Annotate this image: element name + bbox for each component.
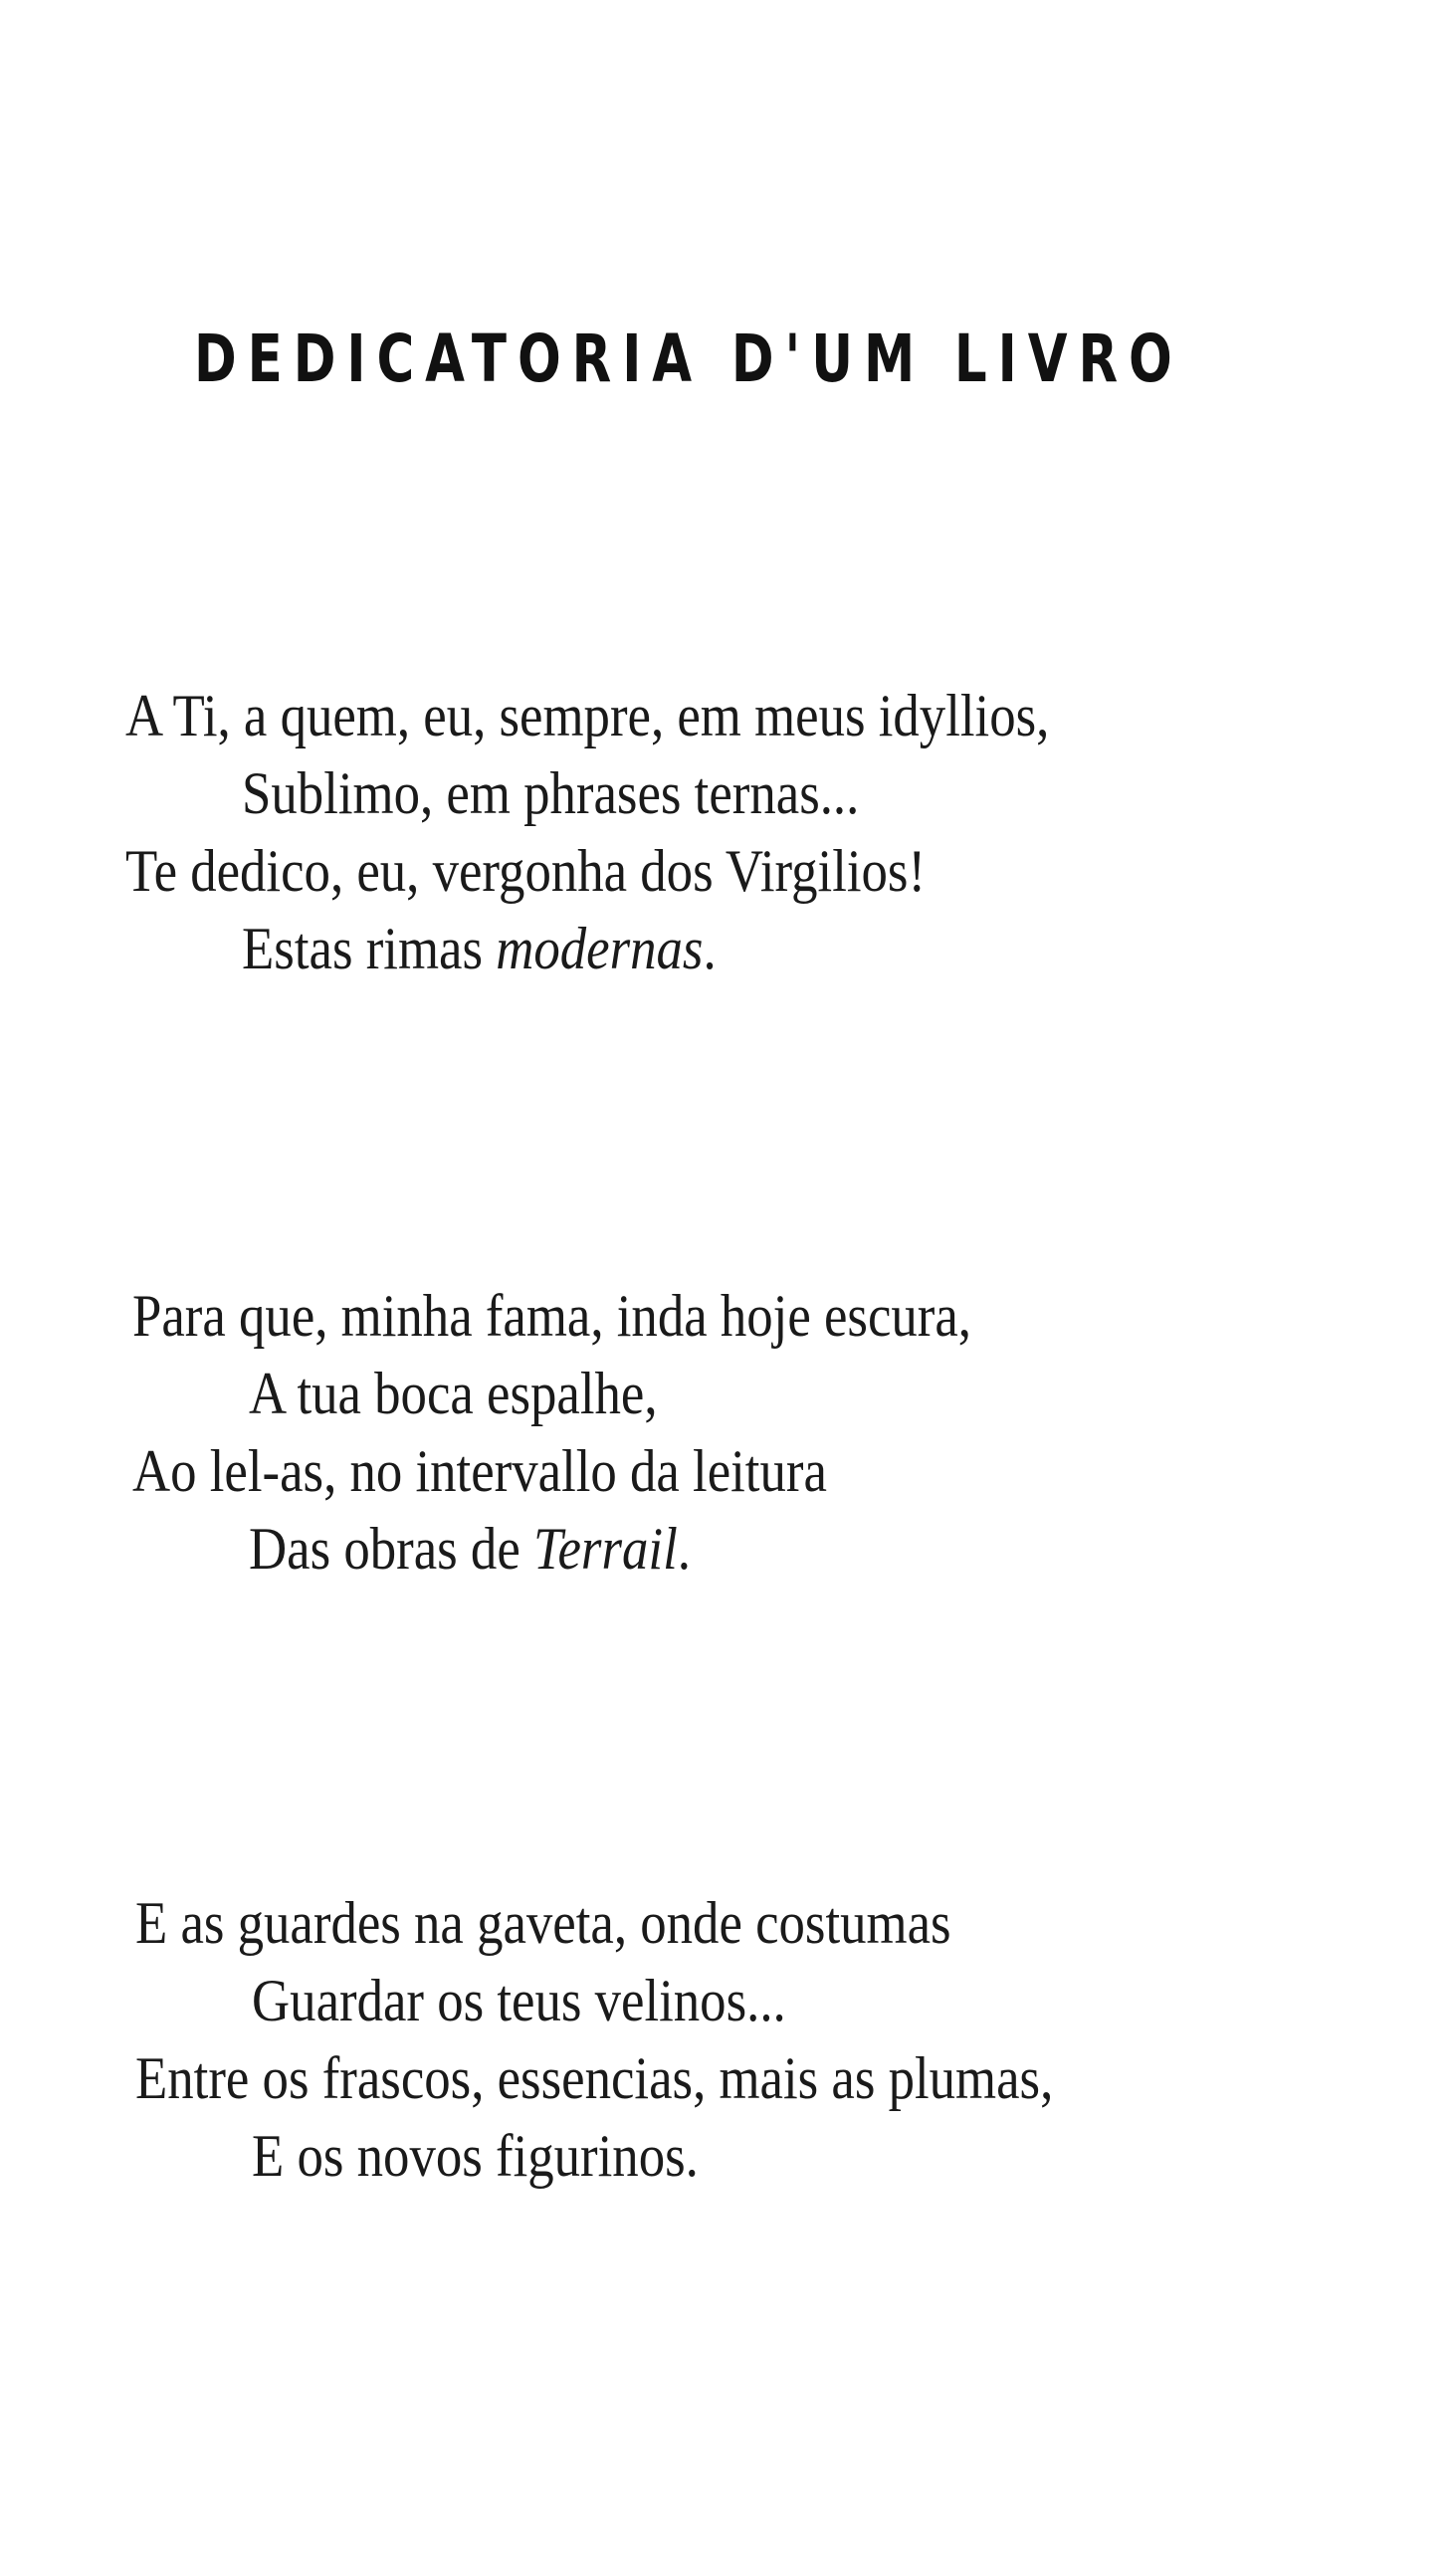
stanza-2: [132, 1277, 1086, 1588]
verse-line: E os novos figurinos.: [252, 2123, 699, 2189]
verse-line: A Ti, a quem, eu, sempre, em meus idyllios,: [125, 683, 1050, 748]
poem-title: DEDICATORIA D'UM LIVRO: [194, 320, 1183, 397]
verse-text: Das obras de: [249, 1516, 533, 1582]
verse-line: A tua boca espalhe,: [249, 1361, 658, 1426]
verse-line: Sublimo, em phrases ternas...: [242, 760, 860, 826]
verse-punctuation: .: [703, 916, 717, 981]
verse-line: [132, 1510, 971, 1588]
italic-word: modernas: [496, 916, 704, 981]
verse-line: Ao lel-as, no intervallo da leitura: [132, 1438, 827, 1504]
verse-line: Te dedico, eu, vergonha dos Virgilios!: [125, 838, 927, 904]
verse-line: Guardar os teus velinos...: [252, 1968, 786, 2033]
stanza-1: [125, 677, 1175, 987]
verse-punctuation: .: [677, 1516, 691, 1582]
verse-line: Entre os frascos, essencias, mais as plumas,: [135, 2045, 1054, 2111]
italic-word: Terrail: [532, 1516, 678, 1582]
verse-line: E as guardes na gaveta, onde costumas: [135, 1890, 951, 1956]
verse-text: Estas rimas: [242, 916, 497, 981]
verse-line: [125, 910, 1049, 987]
stanza-3: [135, 1884, 1178, 2195]
verse-line: Para que, minha fama, inda hoje escura,: [132, 1283, 971, 1349]
